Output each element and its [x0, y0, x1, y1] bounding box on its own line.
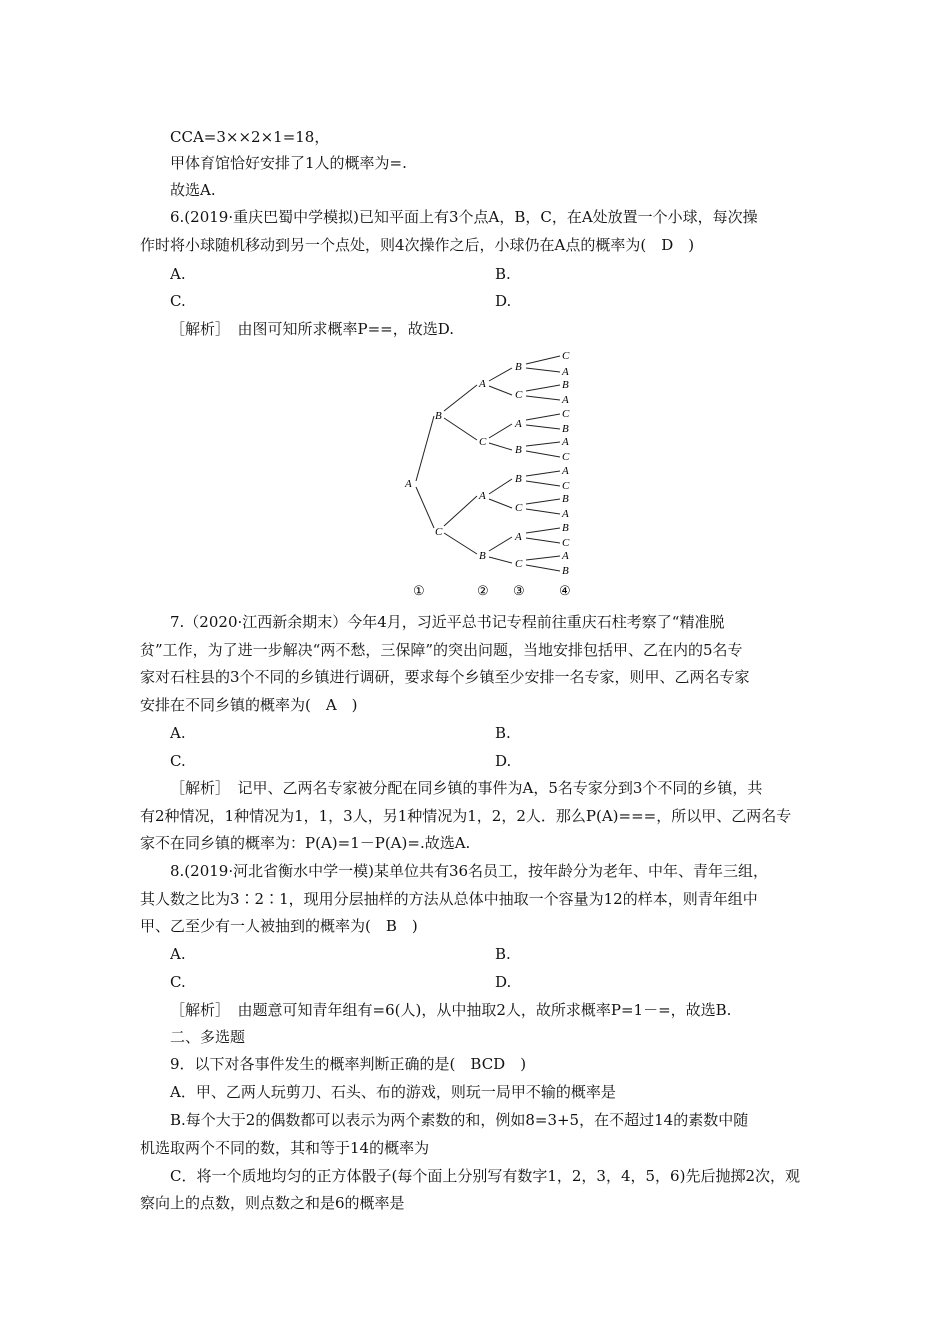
tree-branch: [526, 528, 560, 533]
question-8-line: 甲、乙至少有一人被抽到的概率为( B ): [140, 917, 418, 935]
tree-branch: [526, 451, 560, 457]
solution-6: ［解析］ 由图可知所求概率P==，故选D.: [170, 320, 454, 338]
tree-node: C: [515, 558, 523, 570]
option-d: D.: [495, 752, 512, 770]
tree-branch: [416, 487, 434, 528]
tree-leaf: A: [562, 550, 569, 562]
option-b: 机选取两个不同的数，其和等于14的概率为: [140, 1139, 430, 1157]
tree-branch: [489, 499, 512, 508]
option-a: A.: [170, 265, 186, 283]
tree-leaf: B: [562, 379, 569, 391]
tree-branch: [444, 496, 477, 526]
tree-node: B: [435, 410, 442, 422]
tree-branch: [526, 356, 560, 364]
tree-branch: [526, 442, 560, 446]
solution-8: ［解析］ 由题意可知青年组有=6(人)，从中抽取2人，故所求概率P=1－=，故选B.: [170, 1001, 732, 1019]
tree-branch: [444, 533, 477, 554]
tree-branch: [489, 424, 512, 438]
question-8-line: 8.(2019·河北省衡水中学一模)某单位共有36名员工，按年龄分为老年、中年、青年三组，: [170, 862, 769, 880]
tree-branch: [526, 471, 560, 476]
question-9-line: 9．以下对各事件发生的概率判断正确的是( BCD ): [170, 1055, 527, 1073]
question-7-line: 7.（2020·江西新余期末）今年4月，习近平总书记专程前往重庆石柱考察了“精准脱: [170, 613, 725, 631]
solution-7: ［解析］ 记甲、乙两名专家被分配在同乡镇的事件为A，5名专家分到3个不同的乡镇，共: [170, 779, 763, 797]
text-line: 故选A.: [170, 181, 216, 199]
text-line: CCA=3××2×1=18，: [170, 128, 330, 146]
option-d: D.: [495, 292, 512, 310]
tree-leaf: C: [562, 451, 570, 463]
tree-branch: [526, 556, 560, 560]
tree-leaf: B: [562, 493, 569, 505]
tree-leaf: C: [562, 350, 570, 362]
step-label: ②: [477, 583, 489, 598]
tree-node: C: [435, 526, 443, 538]
step-label: ③: [513, 583, 525, 598]
option-c: C．将一个质地均匀的正方体骰子(每个面上分别写有数字1，2，3，4，5，6)先后抛掷2次，观: [170, 1167, 800, 1185]
tree-node: A: [479, 378, 486, 390]
tree-branch: [526, 538, 560, 543]
tree-leaf: B: [562, 423, 569, 435]
option-d: D.: [495, 973, 512, 991]
solution-7: 家不在同乡镇的概率为：P(A)=1－P(A)=.故选A.: [140, 834, 471, 852]
option-c: 察向上的点数，则点数之和是6的概率是: [140, 1194, 405, 1212]
tree-leaf: C: [562, 537, 570, 549]
solution-7: 有2种情况，1种情况为1，1，3人，另1种情况为1，2，2人．那么P(A)===，所以甲、乙两名专: [140, 807, 792, 825]
question-8-line: 其人数之比为3∶2∶1，现用分层抽样的方法从总体中抽取一个容量为12的样本，则青年组中: [140, 890, 758, 908]
option-a: A.: [170, 724, 186, 742]
tree-branch: [526, 385, 560, 391]
tree-node: B: [515, 473, 522, 485]
option-c: C.: [170, 973, 186, 991]
section-heading: 二、多选题: [170, 1028, 246, 1046]
tree-branch: [489, 443, 512, 450]
tree-branch: [526, 368, 560, 372]
tree-node: C: [515, 389, 523, 401]
tree-branch: [526, 509, 560, 514]
question-6-line: 6.(2019·重庆巴蜀中学模拟)已知平面上有3个点A，B，C，在A处放置一个小球，每次操: [170, 208, 758, 226]
tree-node: B: [515, 444, 522, 456]
tree-branch: [526, 565, 560, 571]
option-b: B.: [495, 945, 511, 963]
tree-leaf: C: [562, 480, 570, 492]
option-b: B.: [495, 724, 511, 742]
question-7-line: 安排在不同乡镇的概率为( A ): [140, 696, 358, 714]
tree-branch: [416, 416, 434, 481]
tree-branch: [526, 425, 560, 429]
tree-node: A: [515, 418, 522, 430]
step-label: ①: [413, 583, 425, 598]
tree-node: A: [405, 478, 412, 490]
tree-branch: [489, 557, 512, 563]
tree-leaf: A: [562, 508, 569, 520]
tree-leaf: A: [562, 394, 569, 406]
tree-node: C: [479, 436, 487, 448]
step-label: ④: [559, 583, 571, 598]
tree-branch: [526, 414, 560, 420]
tree-branch: [489, 368, 512, 381]
text-line: 甲体育馆恰好安排了1人的概率为=.: [170, 154, 407, 172]
option-c: C.: [170, 292, 186, 310]
tree-leaf: A: [562, 465, 569, 477]
tree-leaf: B: [562, 565, 569, 577]
tree-node: B: [479, 550, 486, 562]
tree-branch: [526, 396, 560, 400]
tree-node: A: [515, 531, 522, 543]
option-b: B.每个大于2的偶数都可以表示为两个素数的和，例如8=3+5，在不超过14的素数中随: [170, 1111, 749, 1129]
tree-branch: [444, 418, 477, 440]
option-c: C.: [170, 752, 186, 770]
tree-branch: [489, 479, 512, 494]
probability-tree-diagram: [395, 348, 585, 600]
option-b: B.: [495, 265, 511, 283]
tree-branch: [526, 481, 560, 486]
tree-node: B: [515, 361, 522, 373]
tree-leaf: B: [562, 522, 569, 534]
tree-branch: [526, 499, 560, 504]
tree-node: C: [515, 502, 523, 514]
option-a: A．甲、乙两人玩剪刀、石头、布的游戏，则玩一局甲不输的概率是: [170, 1083, 616, 1101]
tree-leaf: C: [562, 408, 570, 420]
question-6-line: 作时将小球随机移动到另一个点处，则4次操作之后，小球仍在A点的概率为( D ): [140, 236, 695, 254]
tree-branch: [444, 385, 477, 411]
tree-branch: [489, 537, 512, 551]
question-7-line: 家对石柱县的3个不同的乡镇进行调研，要求每个乡镇至少安排一名专家，则甲、乙两名专家: [140, 668, 750, 686]
tree-branch: [489, 386, 512, 395]
question-7-line: 贫”工作，为了进一步解决“两不愁，三保障”的突出问题，当地安排包括甲、乙在内的5名专: [140, 641, 743, 659]
tree-node: A: [479, 490, 486, 502]
tree-leaf: A: [562, 436, 569, 448]
tree-leaf: A: [562, 366, 569, 378]
option-a: A.: [170, 945, 186, 963]
